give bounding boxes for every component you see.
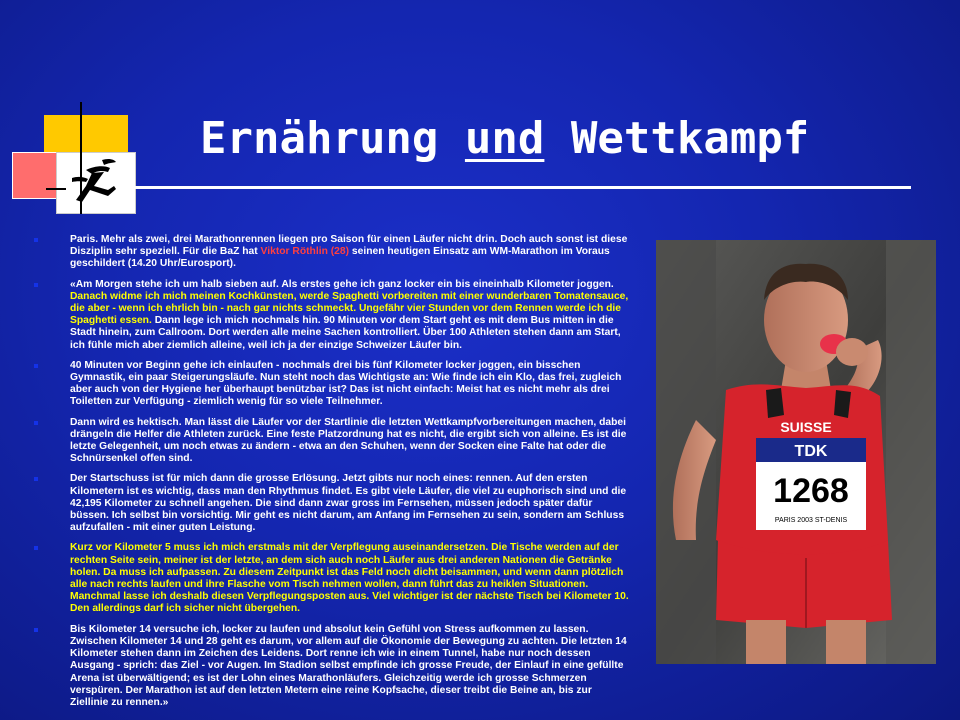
bib-sponsor: TDK xyxy=(794,443,828,460)
page-title xyxy=(200,113,900,164)
paragraph-7 xyxy=(30,624,630,709)
paragraph-6 xyxy=(30,542,630,615)
bullet-icon xyxy=(34,238,38,242)
bullet-icon xyxy=(34,546,38,550)
paragraph-1-text-b: seinen heutigen Einsatz am WM-Marathon im Voraus geschildert (14.20 Uhr/Eurosport). xyxy=(70,246,610,270)
paragraph-4 xyxy=(30,417,630,466)
title-part-1: Ernährung xyxy=(200,113,465,164)
bullet-icon xyxy=(34,421,38,425)
article-body xyxy=(30,234,630,717)
paragraph-5 xyxy=(30,473,630,534)
paragraph-6-text: Kurz vor Kilometer 5 muss ich mich erstmals mit der Verpflegung auseinandersetzen. Die Tische werden auf der rechten Seite sein, meiner ist der letzte, an dem sich auch noch Läufer aus drei anderen Nationen die Getränke holen. Da muss ich aufpassen. Zu diesem Zeitpunkt ist das Feld noch dicht beisammen, und wenn dann plötzlich alle nach rechts laufen und ihre Flasche vom Tisch nehmen wollen, dann führt das zu heiklen Situationen. Manchmal lasse ich deshalb diesen Verpflegungsposten aus. Viel wichtiger ist der nächste Tisch bei Kilometer 10. Den allerdings darf ich sicher nicht übergehen. xyxy=(70,542,629,615)
shirt-text: SUISSE xyxy=(780,419,832,435)
title-part-2: und xyxy=(464,113,545,164)
runner-photo xyxy=(656,240,936,664)
logo-horizontal-line xyxy=(46,188,66,190)
paragraph-5-text: Der Startschuss ist für mich dann die grosse Erlösung. Jetzt gibts nur noch eines: rennen. Auf den ersten Kilometern ist es wichtig, dass man den Rhythmus findet. Es gibt viele Läufer, die viel zu euphorisch sind und die 42,195 Kilometer zu schnell angehen. Die sind dann zwar gross im Fernsehen, müssen jedoch später dafür büssen. Ich selbst bin vorsichtig. Mir geht es nicht darum, am Anfang im Fernsehen zu sein, sondern am Schluss aufzufallen - mit einer guten Leistung. xyxy=(70,473,627,534)
paragraph-3 xyxy=(30,360,630,409)
title-underline xyxy=(135,186,911,189)
bullet-icon xyxy=(34,477,38,481)
paragraph-2-highlight: Danach widme ich mich meinen Kochkünsten, werde Spaghetti vorbereiten mit einer wunderbaren Tomatensauce, die aber - wenn ich ehrlich bin - nach gar nichts schmeckt. Ungefähr vier Stunden vor dem Rennen werde ich die Spaghetti essen. xyxy=(70,290,629,327)
runner-icon xyxy=(64,156,130,208)
runner-photo-illustration xyxy=(656,240,936,664)
logo xyxy=(10,100,140,215)
bib-number: 1268 xyxy=(773,472,849,510)
paragraph-1 xyxy=(30,234,630,271)
athlete-name: Viktor Röthlin (28) xyxy=(260,246,350,258)
paragraph-1-text-a: Paris. Mehr als zwei, drei Marathonrennen liegen pro Saison für einen Läufer nicht drin. Doch auch sonst ist diese Disziplin sehr speziell. Für die BaZ hat xyxy=(70,234,628,258)
bib-footer: PARIS 2003 ST-DENIS xyxy=(774,517,848,524)
paragraph-2 xyxy=(30,279,630,352)
bullet-icon xyxy=(34,364,38,368)
paragraph-4-text: Dann wird es hektisch. Man lässt die Läufer vor der Startlinie die letzten Wettkampfvorbereitungen machen, dabei drängeln die Helfer die Athleten zurück. Eine feste Platzordnung hat es nicht, die ergibt sich von alleine. Es ist die letzte Gelegenheit, um noch etwas zu ändern - etwa an den Schuhen, wenn der Socken eine Falte hat oder die Schnürsenkel offen sind. xyxy=(70,416,627,465)
paragraph-7-text: Bis Kilometer 14 versuche ich, locker zu laufen und absolut kein Gefühl von Stress aufkommen zu lassen. Zwischen Kilometer 14 und 28 geht es darum, vor allem auf die Ökonomie der Bewegung zu achten. Die letzten 14 Kilometer stehen dann im Zeichen des Leidens. Dort renne ich wie in einem Tunnel, habe nur noch dessen Ausgang - sprich: das Ziel - vor Augen. Im Stadion selbst empfinde ich grosse Freude, der Einlauf in eine gefüllte Arena ist überwältigend; es ist der Lohn eines Marathonläufers. Gleichzeitig werde ich grosse Schmerzen verspüren. Der Marathon ist auf den letzten Metern eine reine Kopfsache, dieser treibt die Beine an, bis zur Ziellinie zu rennen.» xyxy=(70,623,627,708)
paragraph-3-text: 40 Minuten vor Beginn gehe ich einlaufen - nochmals drei bis fünf Kilometer locker joggen, ein bisschen Gymnastik, ein paar Steigerungsläufe. Nun steht noch das Wichtigste an: Wie finde ich ein Klo, das frei, zugleich aber auch von der Hygiene her überhaupt benützbar ist? Das ist nicht einfach: Meist hat es nicht mehr als drei Toiletten zur Verfügung - ziemlich wenig für so viele Teilnehmer. xyxy=(70,359,622,408)
paragraph-2-text-b: Dann lege ich mich nochmals hin. 90 Minuten vor dem Start geht es mit dem Bus mitten in die Stadt hinein, zum Callroom. Dort werden alle meine Sachen kontrolliert. Über 100 Athleten stehen dann am Start, ich fühle mich aber ziemlich alleine, weil ich ja der einzige Schweizer Läufer bin. xyxy=(70,315,621,351)
title-part-3: Wettkampf xyxy=(544,113,810,164)
paragraph-2-text-a: «Am Morgen stehe ich um halb sieben auf. Als erstes gehe ich ganz locker ein bis eineinhalb Kilometer joggen. xyxy=(70,278,614,290)
bullet-icon xyxy=(34,283,38,287)
bullet-icon xyxy=(34,628,38,632)
